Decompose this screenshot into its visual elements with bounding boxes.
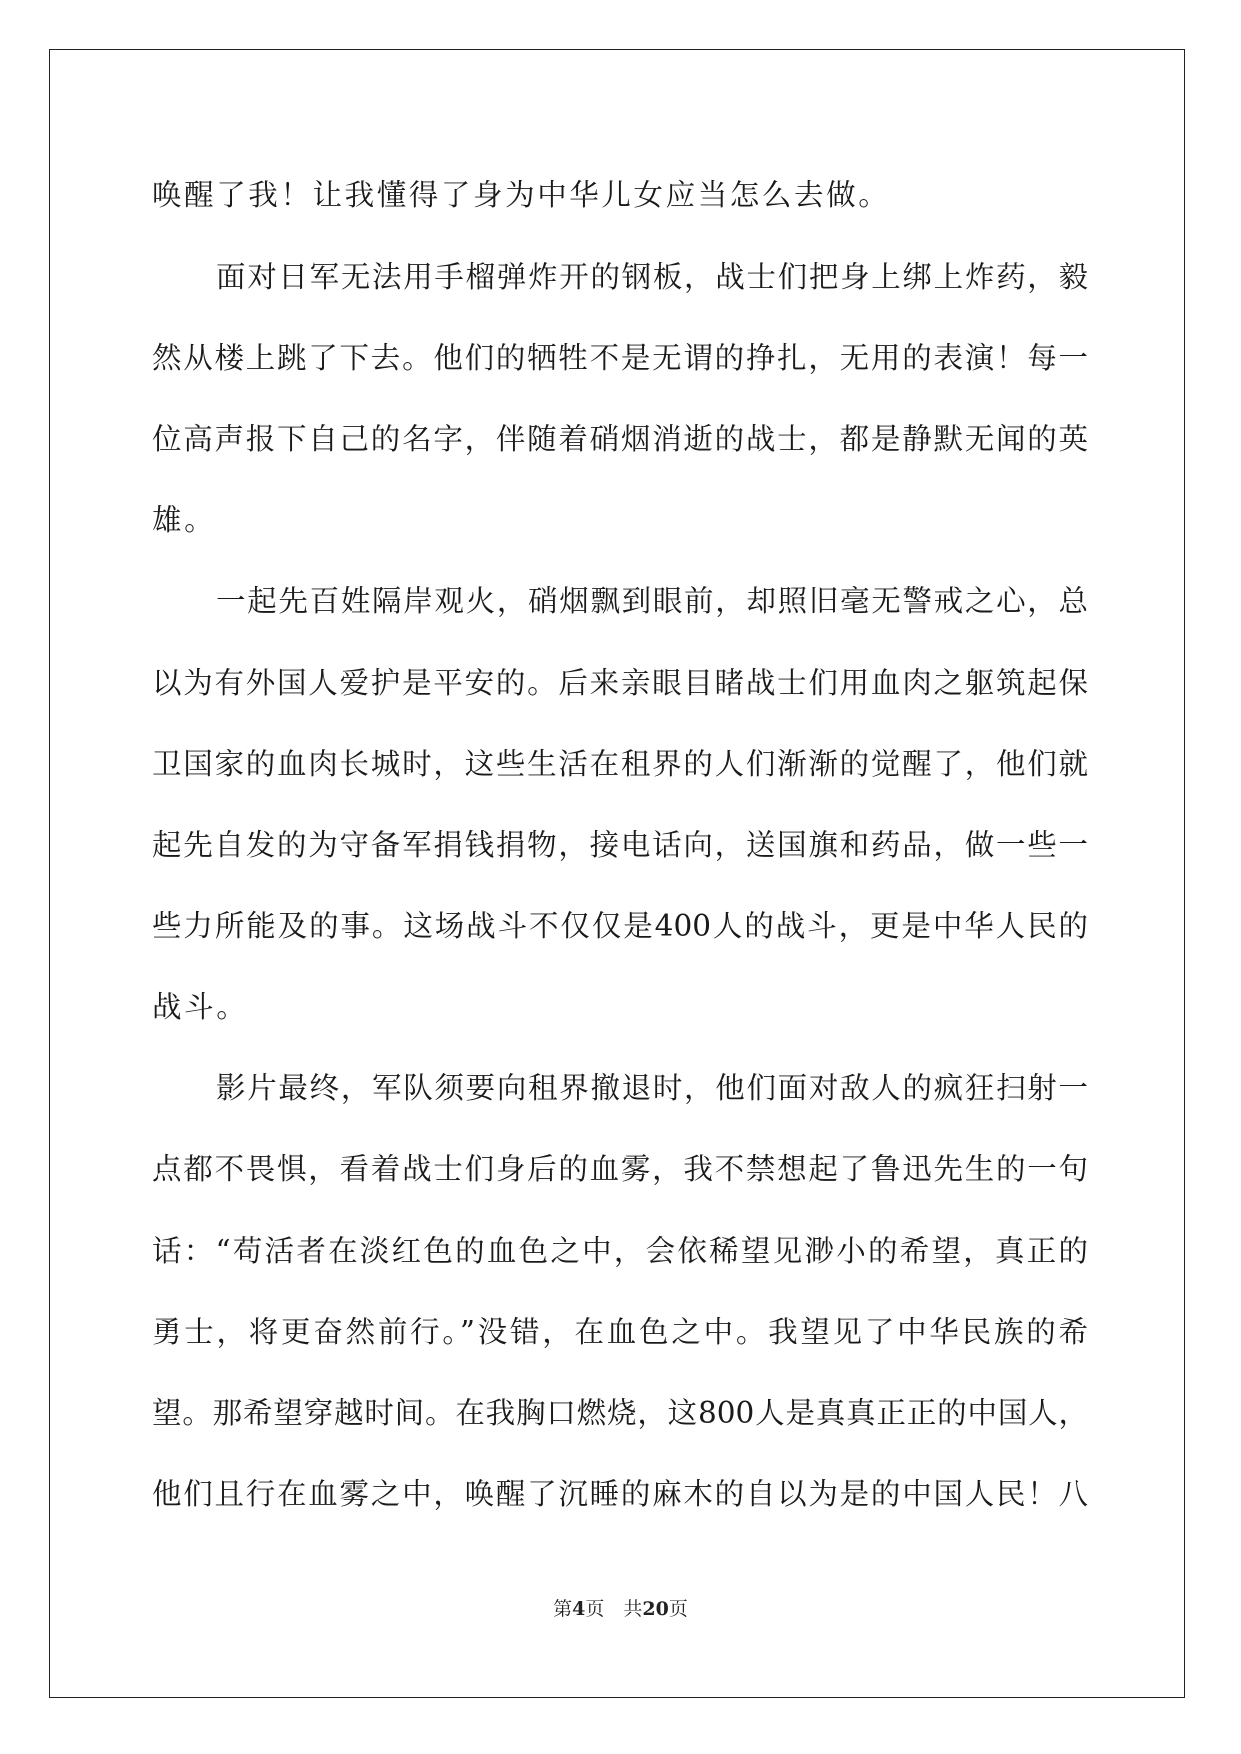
page-number-total: 20 bbox=[642, 1598, 669, 1620]
page-number-prefix: 第 bbox=[553, 1598, 573, 1620]
text-line: 起先自发的为守备军捐钱捐物，接电话向，送国旗和药品，做一些一 bbox=[152, 828, 1088, 862]
text-line: 以为有外国人爱护是平安的。后来亲眼目睹战士们用血肉之躯筑起保 bbox=[152, 666, 1088, 700]
paragraph-first-line: 面对日军无法用手榴弹炸开的钢板，战士们把身上绑上炸药，毅 bbox=[216, 260, 1088, 294]
text-line: 唤醒了我！让我懂得了身为中华儿女应当怎么去做。 bbox=[152, 178, 891, 212]
text-line: 勇士，将更奋然前行。”没错，在血色之中。我望见了中华民族的希 bbox=[152, 1315, 1088, 1349]
text-line: 然从楼上跳了下去。他们的牺牲不是无谓的挣扎，无用的表演！每一 bbox=[152, 341, 1088, 375]
text-line: 位高声报下自己的名字，伴随着硝烟消逝的战士，都是静默无闻的英 bbox=[152, 422, 1088, 456]
text-line: 望。那希望穿越时间。在我胸口燃烧，这800人是真真正正的中国人， bbox=[152, 1396, 1088, 1430]
page-number bbox=[0, 1594, 1241, 1621]
text-line: 话：“苟活者在淡红色的血色之中，会依稀望见渺小的希望，真正的 bbox=[152, 1234, 1088, 1268]
paragraph-first-line: 一起先百姓隔岸观火，硝烟飘到眼前，却照旧毫无警戒之心，总 bbox=[216, 584, 1088, 618]
text-line: 卫国家的血肉长城时，这些生活在租界的人们渐渐的觉醒了，他们就 bbox=[152, 747, 1088, 781]
text-line: 他们且行在血雾之中，唤醒了沉睡的麻木的自以为是的中国人民！八 bbox=[152, 1477, 1088, 1511]
page-number-suffix: 页 bbox=[668, 1598, 688, 1620]
text-line: 雄。 bbox=[152, 503, 217, 537]
page-number-current: 4 bbox=[572, 1598, 586, 1620]
text-line: 战斗。 bbox=[152, 990, 249, 1024]
page-number-mid: 页 共 bbox=[585, 1598, 643, 1620]
text-line: 点都不畏惧，看着战士们身后的血雾，我不禁想起了鲁迅先生的一句 bbox=[152, 1152, 1088, 1186]
text-line: 些力所能及的事。这场战斗不仅仅是400人的战斗，更是中华人民的 bbox=[152, 909, 1088, 943]
paragraph-first-line: 影片最终，军队须要向租界撤退时，他们面对敌人的疯狂扫射一 bbox=[216, 1071, 1088, 1105]
